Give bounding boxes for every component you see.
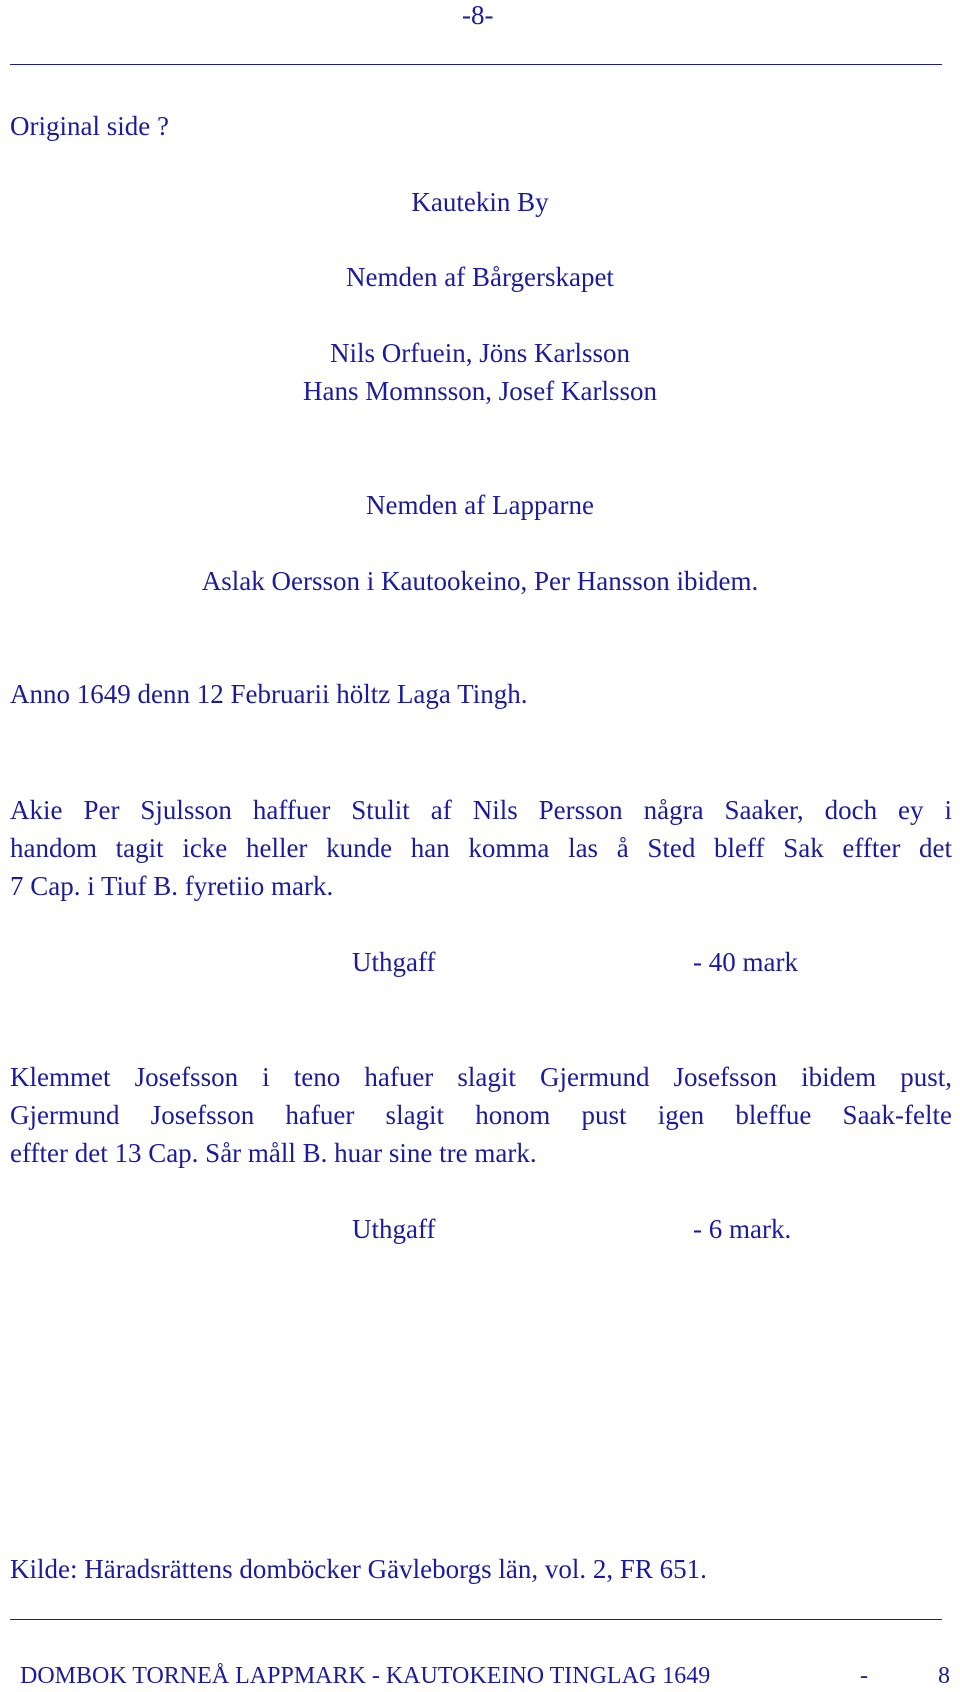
footer-page-number: 8	[938, 1663, 950, 1689]
header-rule	[10, 64, 942, 65]
case-2-line: Klemmet Josefsson i teno hafuer slagit Gjermund Josefsson ibidem pust,	[10, 1062, 952, 1092]
case-2-fine-amount: - 6 mark.	[693, 1214, 792, 1244]
jury-burghers-line-1: Nils Orfuein, Jöns Karlsson	[330, 338, 630, 368]
jury-burghers-line-2: Hans Momnsson, Josef Karlsson	[303, 376, 657, 406]
case-2-line: effter det 13 Cap. Sår måll B. huar sine tre mark.	[10, 1138, 537, 1168]
case-2-line: Gjermund Josefsson hafuer slagit honom pust igen bleffue Saak-felte	[10, 1100, 952, 1130]
footer-title: DOMBOK TORNEÅ LAPPMARK - KAUTOKEINO TINGLAG 1649	[20, 1663, 711, 1689]
footer-dash: -	[860, 1663, 868, 1689]
jury-lapps-line: Aslak Oersson i Kautookeino, Per Hansson ibidem.	[201, 566, 759, 596]
case-1-fine-label: Uthgaff	[352, 947, 436, 977]
case-1-paragraph	[10, 791, 952, 905]
footer-rule	[10, 1619, 942, 1620]
case-1-line: handom tagit icke heller kunde han komma las å Sted bleff Sak effter det	[10, 833, 952, 863]
page-marker: -8-	[462, 0, 494, 30]
session-line: Anno 1649 denn 12 Februarii höltz Laga Tingh.	[10, 679, 528, 709]
village-heading: Kautekin By	[411, 187, 549, 217]
jury-lapps-title: Nemden af Lapparne	[366, 490, 594, 520]
case-2-paragraph	[10, 1058, 952, 1172]
source-citation: Kilde: Häradsrättens domböcker Gävleborgs län, vol. 2, FR 651.	[10, 1554, 707, 1584]
original-side-note: Original side ?	[10, 111, 169, 141]
case-2-fine-label: Uthgaff	[352, 1214, 436, 1244]
jury-burghers-title: Nemden af Bårgerskapet	[346, 262, 614, 292]
case-1-line: Akie Per Sjulsson haffuer Stulit af Nils Persson några Saaker, doch ey i	[10, 795, 952, 825]
case-1-line: 7 Cap. i Tiuf B. fyretiio mark.	[10, 871, 334, 901]
case-1-fine-amount: - 40 mark	[693, 947, 798, 977]
